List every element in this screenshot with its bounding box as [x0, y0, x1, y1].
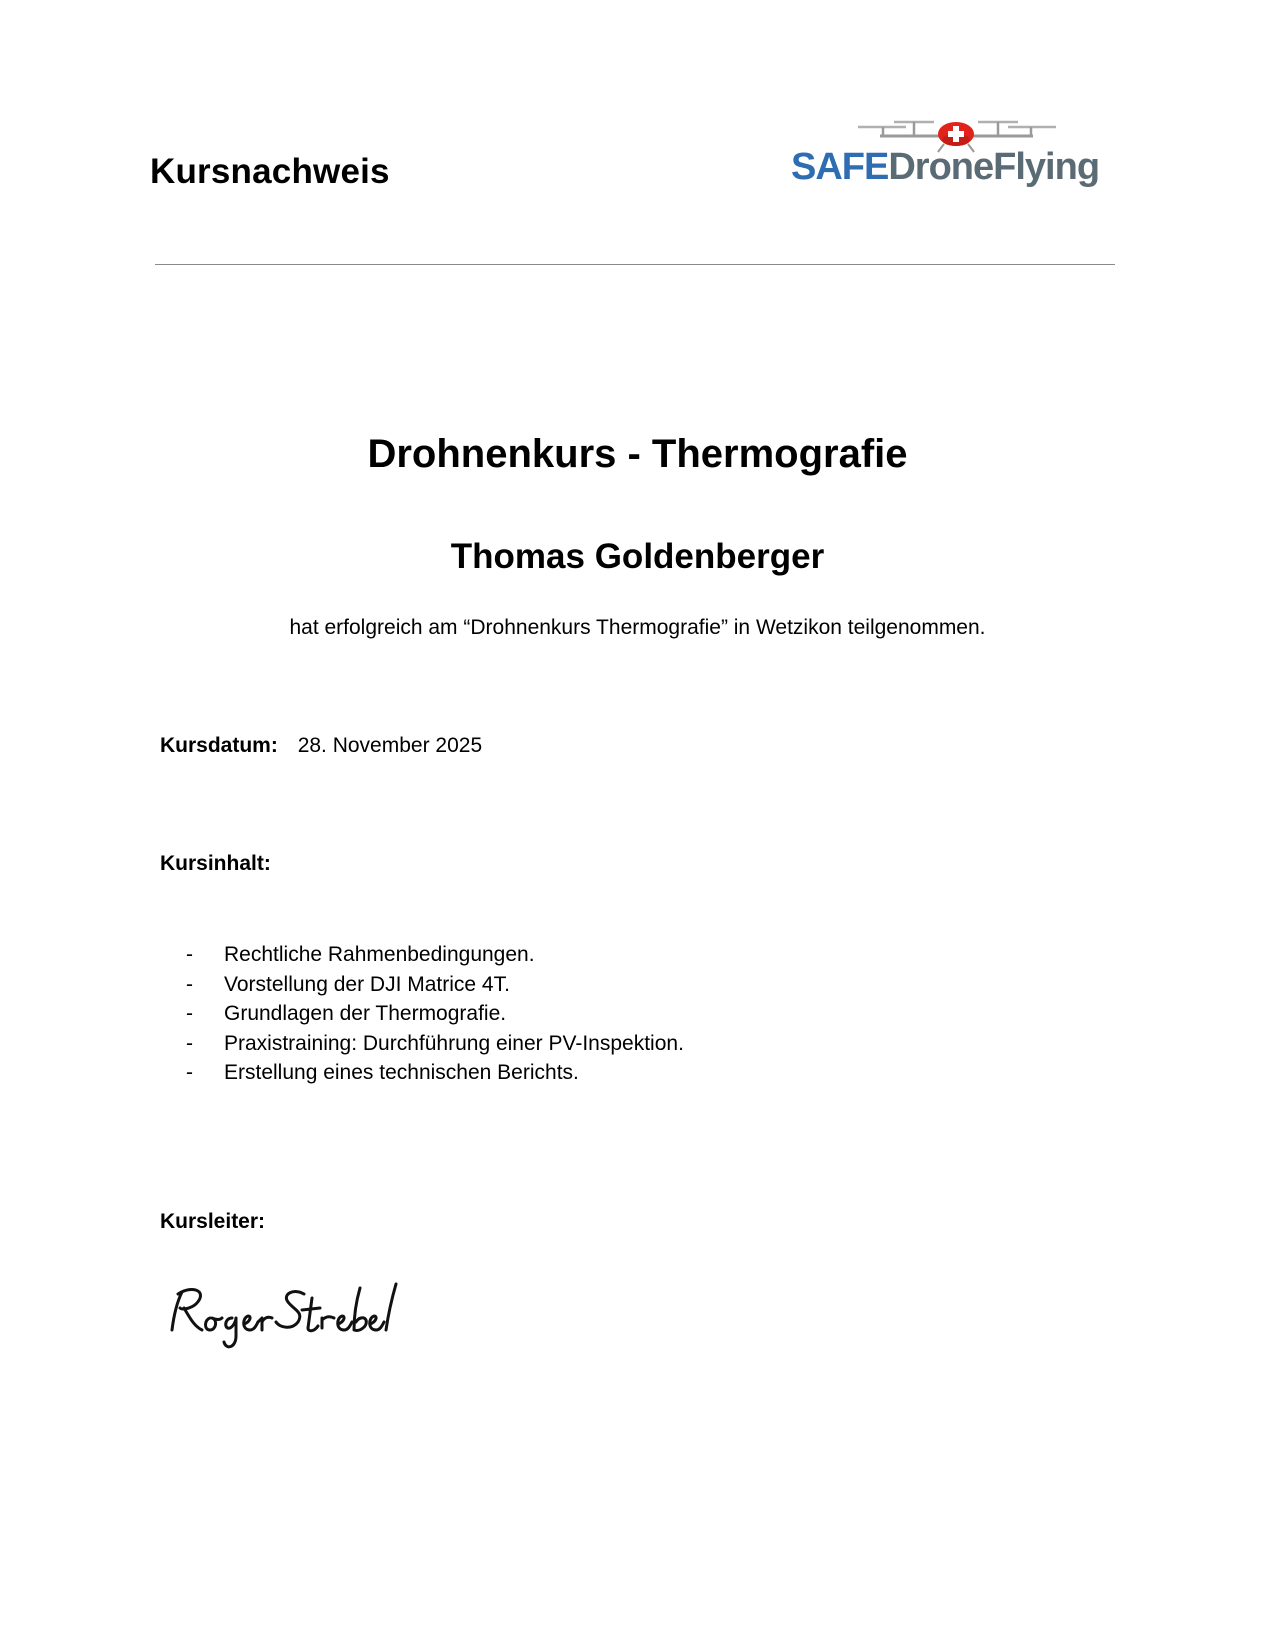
- list-item: [160, 940, 684, 970]
- course-title: Drohnenkurs - Thermografie: [367, 432, 908, 476]
- course-content-label: Kursinhalt:: [160, 852, 271, 875]
- list-item: [160, 970, 684, 1000]
- logo-wordmark: [791, 146, 1099, 189]
- course-leader-label: Kursleiter:: [160, 1210, 266, 1233]
- logo-droneflying-text: DroneFlying: [888, 146, 1100, 188]
- dash-bullet: -: [186, 972, 193, 996]
- safe-drone-flying-logo: [788, 116, 1118, 196]
- dash-bullet: -: [186, 943, 193, 966]
- course-leader-signature: [164, 1278, 434, 1358]
- header-divider: [155, 264, 1115, 265]
- course-date-value: 28. November 2025: [297, 734, 483, 757]
- dash-bullet: -: [186, 1061, 193, 1084]
- list-item: [160, 1029, 684, 1059]
- dash-bullet: -: [186, 1031, 193, 1055]
- logo-safe-text: SAFE: [791, 146, 889, 188]
- list-item: [160, 1058, 684, 1088]
- list-item-text: Praxistraining: Durchführung einer PV-Inspektion.: [224, 1031, 684, 1055]
- course-content-list: [160, 940, 684, 1088]
- course-date-label: Kursdatum:: [160, 734, 278, 757]
- list-item-text: Rechtliche Rahmenbedingungen.: [224, 943, 535, 966]
- dash-bullet: -: [186, 1002, 193, 1025]
- list-item-text: Grundlagen der Thermografie.: [224, 1002, 507, 1025]
- completion-statement: hat erfolgreich am “Drohnenkurs Thermografie” in Wetzikon teilgenommen.: [289, 616, 986, 639]
- course-date-row: [160, 734, 482, 758]
- list-item-text: Erstellung eines technischen Berichts.: [224, 1061, 579, 1084]
- list-item: [160, 999, 684, 1029]
- document-title: Kursnachweis: [150, 152, 390, 191]
- list-item-text: Vorstellung der DJI Matrice 4T.: [224, 972, 510, 996]
- participant-name: Thomas Goldenberger: [450, 537, 825, 576]
